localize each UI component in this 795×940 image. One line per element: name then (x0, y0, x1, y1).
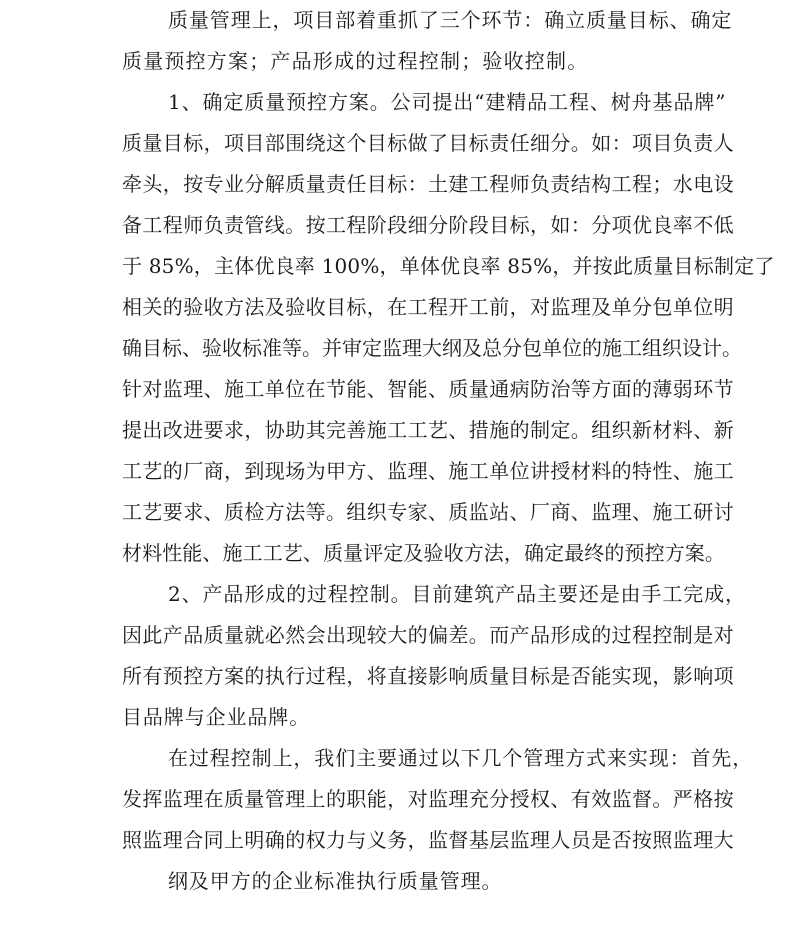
paragraph-line: 工艺的厂商，到现场为甲方、监理、施工单位讲授材料的特性、施工 (122, 459, 734, 483)
paragraph-line: 质量管理上，项目部着重抓了三个环节：确立质量目标、确定 (168, 8, 733, 32)
paragraph-line: 因此产品质量就必然会出现较大的偏差。而产品形成的过程控制是对 (122, 623, 734, 647)
paragraph-line: 照监理合同上明确的权力与义务，监督基层监理人员是否按照监理大 (122, 828, 734, 852)
paragraph-line: 1、确定质量预控方案。公司提出“建精品工程、树舟基品牌” (168, 90, 727, 114)
paragraph-line: 于 85%，主体优良率 100%，单体优良率 85%，并按此质量目标制定了 (122, 254, 775, 278)
paragraph-line: 工艺要求、质检方法等。组织专家、质监站、厂商、监理、施工研讨 (122, 500, 734, 524)
paragraph-line: 确目标、验收标准等。并审定监理大纲及总分包单位的施工组织设计。 (122, 336, 742, 360)
paragraph-line: 2、产品形成的过程控制。目前建筑产品主要还是由手工完成， (168, 582, 746, 606)
paragraph-line: 牵头，按专业分解质量责任目标：土建工程师负责结构工程；水电设 (122, 172, 734, 196)
paragraph-line: 在过程控制上，我们主要通过以下几个管理方式来实现：首先， (168, 746, 754, 770)
paragraph-line: 材料性能、施工工艺、质量评定及验收方法，确定最终的预控方案。 (122, 541, 725, 565)
paragraph-line: 备工程师负责管线。按工程阶段细分阶段目标，如：分项优良率不低 (122, 213, 734, 237)
paragraph-line: 针对监理、施工单位在节能、智能、质量通病防治等方面的薄弱环节 (122, 377, 734, 401)
paragraph-line: 提出改进要求，协助其完善施工工艺、措施的制定。组织新材料、新 (122, 418, 734, 442)
paragraph-line: 质量预控方案；产品形成的过程控制；验收控制。 (122, 49, 589, 73)
paragraph-line: 发挥监理在质量管理上的职能，对监理充分授权、有效监督。严格按 (122, 787, 734, 811)
paragraph-line: 纲及甲方的企业标准执行质量管理。 (168, 869, 503, 893)
paragraph-line: 相关的验收方法及验收目标，在工程开工前，对监理及单分包单位明 (122, 295, 734, 319)
paragraph-line: 目品牌与企业品牌。 (122, 705, 311, 729)
paragraph-line: 所有预控方案的执行过程，将直接影响质量目标是否能实现，影响项 (122, 664, 734, 688)
paragraph-line: 质量目标，项目部围绕这个目标做了目标责任细分。如：项目负责人 (122, 131, 734, 155)
